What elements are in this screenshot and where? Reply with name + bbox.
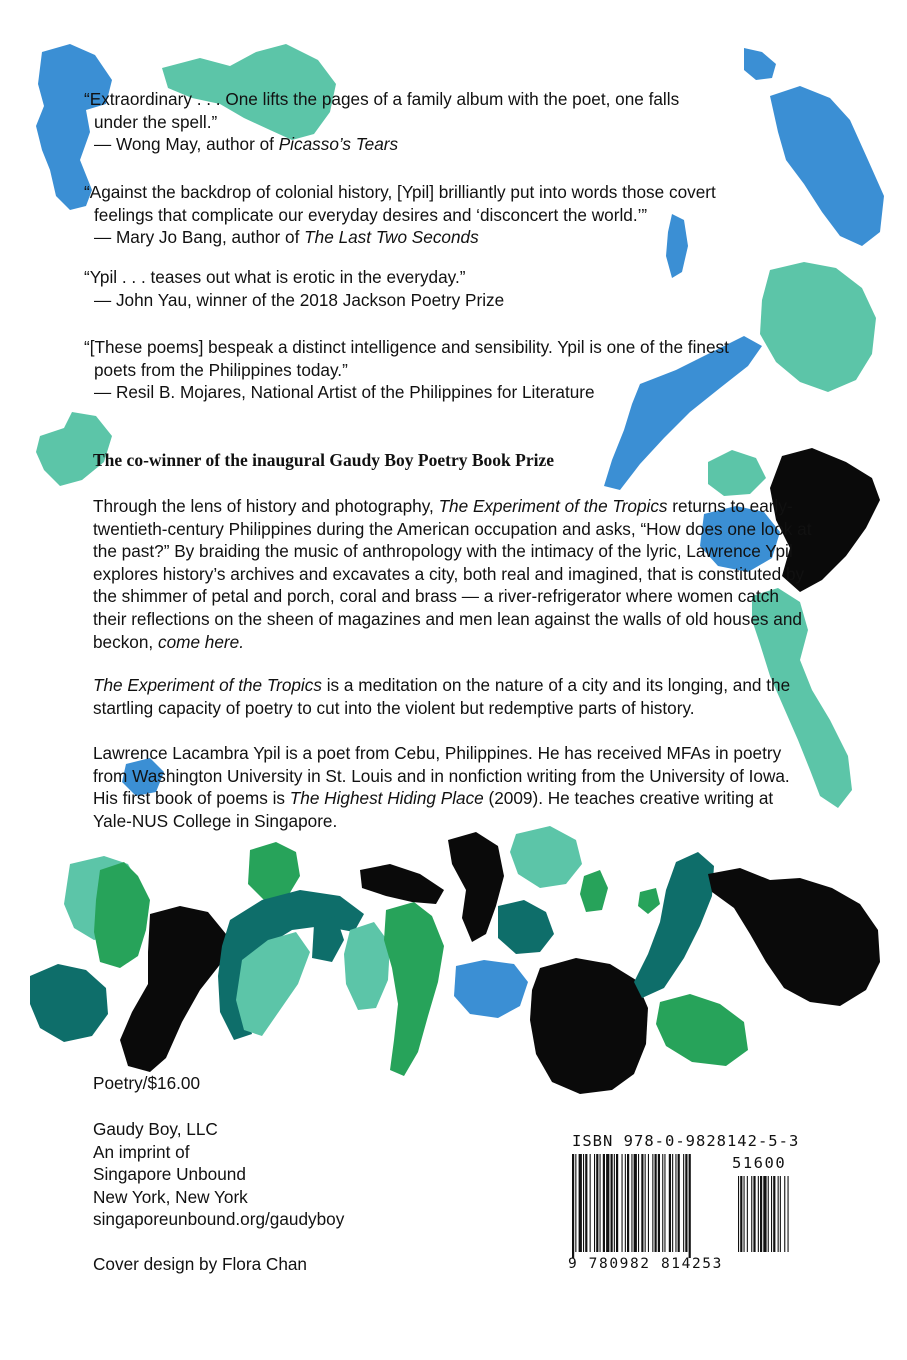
description-paragraph xyxy=(93,495,813,653)
barcode-bar xyxy=(645,1154,646,1252)
publisher-url: singaporeunbound.org/gaudyboy xyxy=(93,1209,345,1230)
book-title: The Highest Hiding Place xyxy=(289,788,484,809)
barcode-bar xyxy=(758,1176,759,1252)
teal-island-shape xyxy=(498,900,554,954)
barcode-bar xyxy=(652,1154,653,1252)
barcode-number: 9 780982 814253 xyxy=(568,1256,723,1272)
price-label: Poetry/$16.00 xyxy=(93,1073,201,1093)
publisher-line: Singapore Unbound xyxy=(93,1164,246,1185)
barcode-bar xyxy=(778,1176,779,1252)
publisher-line: New York, New York xyxy=(93,1186,248,1207)
bio-text: (2009). He teaches creative writing at Yale-NUS College in Singapore. xyxy=(93,788,774,831)
barcode-bar xyxy=(672,1154,673,1252)
blurb-attribution: — Resil B. Mojares, National Artist of the Philippines for Literature xyxy=(94,382,595,403)
barcode-bar xyxy=(579,1154,582,1252)
blurb-resil-mojares xyxy=(84,336,844,404)
barcode-bar xyxy=(596,1154,598,1252)
publisher-line: An imprint of xyxy=(93,1141,190,1162)
barcode-bar xyxy=(625,1154,626,1252)
barcode-bar xyxy=(616,1154,618,1252)
blurb-quote-line: under the spell.” xyxy=(94,111,218,132)
barcode-bar xyxy=(763,1176,766,1252)
cover-credit: Cover design by Flora Chan xyxy=(93,1254,307,1274)
barcode-bar xyxy=(689,1154,691,1258)
barcode-bar xyxy=(744,1176,745,1252)
blue-islet-shape xyxy=(744,48,776,80)
attribution-book-title: Picasso’s Tears xyxy=(278,134,399,155)
barcode-bar xyxy=(594,1154,595,1252)
description-emphasis: come here. xyxy=(157,631,244,652)
black-large-island-shape xyxy=(708,868,880,1006)
barcode-bar xyxy=(678,1154,680,1252)
barcode-bar xyxy=(740,1176,742,1252)
blurb-john-yau xyxy=(84,266,844,311)
attribution-name: — Wong May, author of xyxy=(94,134,279,155)
barcode-bar xyxy=(583,1154,584,1252)
blurb-attribution xyxy=(84,133,844,156)
green-islet-shape xyxy=(638,888,660,914)
prize-heading: The co-winner of the inaugural Gaudy Boy Poetry Book Prize xyxy=(93,450,554,470)
barcode-bar xyxy=(664,1154,665,1252)
barcode-bar xyxy=(788,1176,789,1252)
barcode-bar xyxy=(641,1154,643,1252)
barcode-bar xyxy=(768,1176,769,1252)
book-title: The Experiment of the Tropics xyxy=(438,496,668,516)
blurb-quote-line: “Against the backdrop of colonial history, [Ypil] brilliantly put into words those covert xyxy=(84,182,716,202)
barcode-bar xyxy=(627,1154,629,1252)
barcode-bar xyxy=(738,1176,739,1252)
barcode-bar xyxy=(747,1176,748,1252)
blurb-quote-line: poets from the Philippines today.” xyxy=(94,359,348,380)
blurb-mary-jo-bang xyxy=(84,181,844,249)
price-code: 51600 xyxy=(732,1154,787,1172)
barcode-bar xyxy=(771,1176,772,1252)
barcode-bar xyxy=(622,1154,623,1252)
barcode-bar xyxy=(614,1154,615,1252)
green-island-shape xyxy=(656,994,748,1066)
barcode-bar xyxy=(575,1154,576,1252)
barcode-bar xyxy=(631,1154,632,1252)
barcode-bar xyxy=(760,1176,762,1252)
teal-island-shape xyxy=(30,964,108,1042)
barcode-bar xyxy=(600,1154,601,1252)
green-island-shape xyxy=(94,862,150,968)
description-paragraph xyxy=(93,674,813,719)
description-text: is a meditation on the nature of a city and its longing, and the startling capacity of poetry to cut into the violent but redemptive parts of history. xyxy=(93,675,791,718)
barcode-bar xyxy=(658,1154,660,1252)
blurb-quote-line: feelings that complicate our everyday desires and ‘disconcert the world.’” xyxy=(94,204,648,225)
barcode-bar xyxy=(773,1176,775,1252)
attribution-book-title: The Last Two Seconds xyxy=(304,227,479,248)
barcode-bar xyxy=(780,1176,781,1252)
publisher-info xyxy=(93,1118,344,1231)
barcode-bar xyxy=(606,1154,609,1252)
blurb-quote-line: “Ypil . . . teases out what is erotic in the everyday.” xyxy=(84,267,466,287)
mint-islet-shape xyxy=(708,450,766,496)
barcode-bar xyxy=(638,1154,639,1252)
publisher-line: Gaudy Boy, LLC xyxy=(93,1119,218,1139)
barcode-bar xyxy=(585,1154,587,1252)
barcode-bar xyxy=(669,1154,671,1252)
description-text: returns to early-twentieth-century Philippines during the American occupation and asks, “How does one look at the past?” By braiding the music of anthropology with the intimacy of the lyric, Lawrence Ypil explores history’s archives and excavates a city, both real and imagined, that is constituted by the shimmer of petal and porch, coral and brass — a river-refrigerator where women catch their reflections on the sheen of magazines and men lean against the walls of old houses and beckon, xyxy=(93,496,812,652)
blurb-quote-line: “[These poems] bespeak a distinct intelligence and sensibility. Ypil is one of the finest xyxy=(84,337,729,357)
blurb-attribution xyxy=(84,226,844,249)
attribution-name: — Mary Jo Bang, author of xyxy=(94,227,305,248)
barcode-bar xyxy=(572,1154,574,1258)
barcode-bar xyxy=(590,1154,591,1252)
black-island-shape xyxy=(448,832,504,942)
barcode-bar xyxy=(675,1154,676,1252)
blurb-quote-line: “Extraordinary . . . One lifts the pages of a family album with the poet, one falls xyxy=(84,89,680,109)
blurb-attribution: — John Yau, winner of the 2018 Jackson Poetry Prize xyxy=(94,289,505,310)
barcode-bar xyxy=(662,1154,663,1252)
author-bio-paragraph xyxy=(93,742,813,832)
black-large-island-shape xyxy=(530,958,648,1094)
barcode-bar xyxy=(753,1176,755,1252)
description-text: Through the lens of history and photography, xyxy=(93,496,439,516)
barcode-bar xyxy=(603,1154,605,1252)
green-long-island-shape xyxy=(384,902,444,1076)
mint-island-shape xyxy=(344,922,390,1010)
isbn-label: ISBN 978-0-9828142-5-3 xyxy=(572,1132,800,1150)
blue-island-shape xyxy=(454,960,528,1018)
barcode-bar xyxy=(683,1154,684,1252)
mint-island-shape xyxy=(36,412,112,486)
mint-island-shape xyxy=(510,826,582,888)
barcode-bar xyxy=(634,1154,637,1252)
green-island-shape xyxy=(248,842,300,900)
black-island-shape xyxy=(360,864,444,904)
barcode-bar xyxy=(648,1154,649,1252)
green-islet-shape xyxy=(580,870,608,912)
barcode-bar xyxy=(784,1176,785,1252)
barcode-bar xyxy=(655,1154,657,1252)
bio-text: Lawrence Lacambra Ypil is a poet from Cebu, Philippines. He has received MFAs in poetry from Washington University in St. Louis and in nonfiction writing from the University of Iowa. His first book of poems is xyxy=(93,743,790,809)
barcode-bar xyxy=(611,1154,613,1252)
book-title: The Experiment of the Tropics xyxy=(93,675,322,695)
barcode-bar xyxy=(751,1176,752,1252)
blurb-wong-may xyxy=(84,88,844,156)
teal-long-island-shape xyxy=(634,852,714,998)
barcode-bar xyxy=(685,1154,687,1252)
